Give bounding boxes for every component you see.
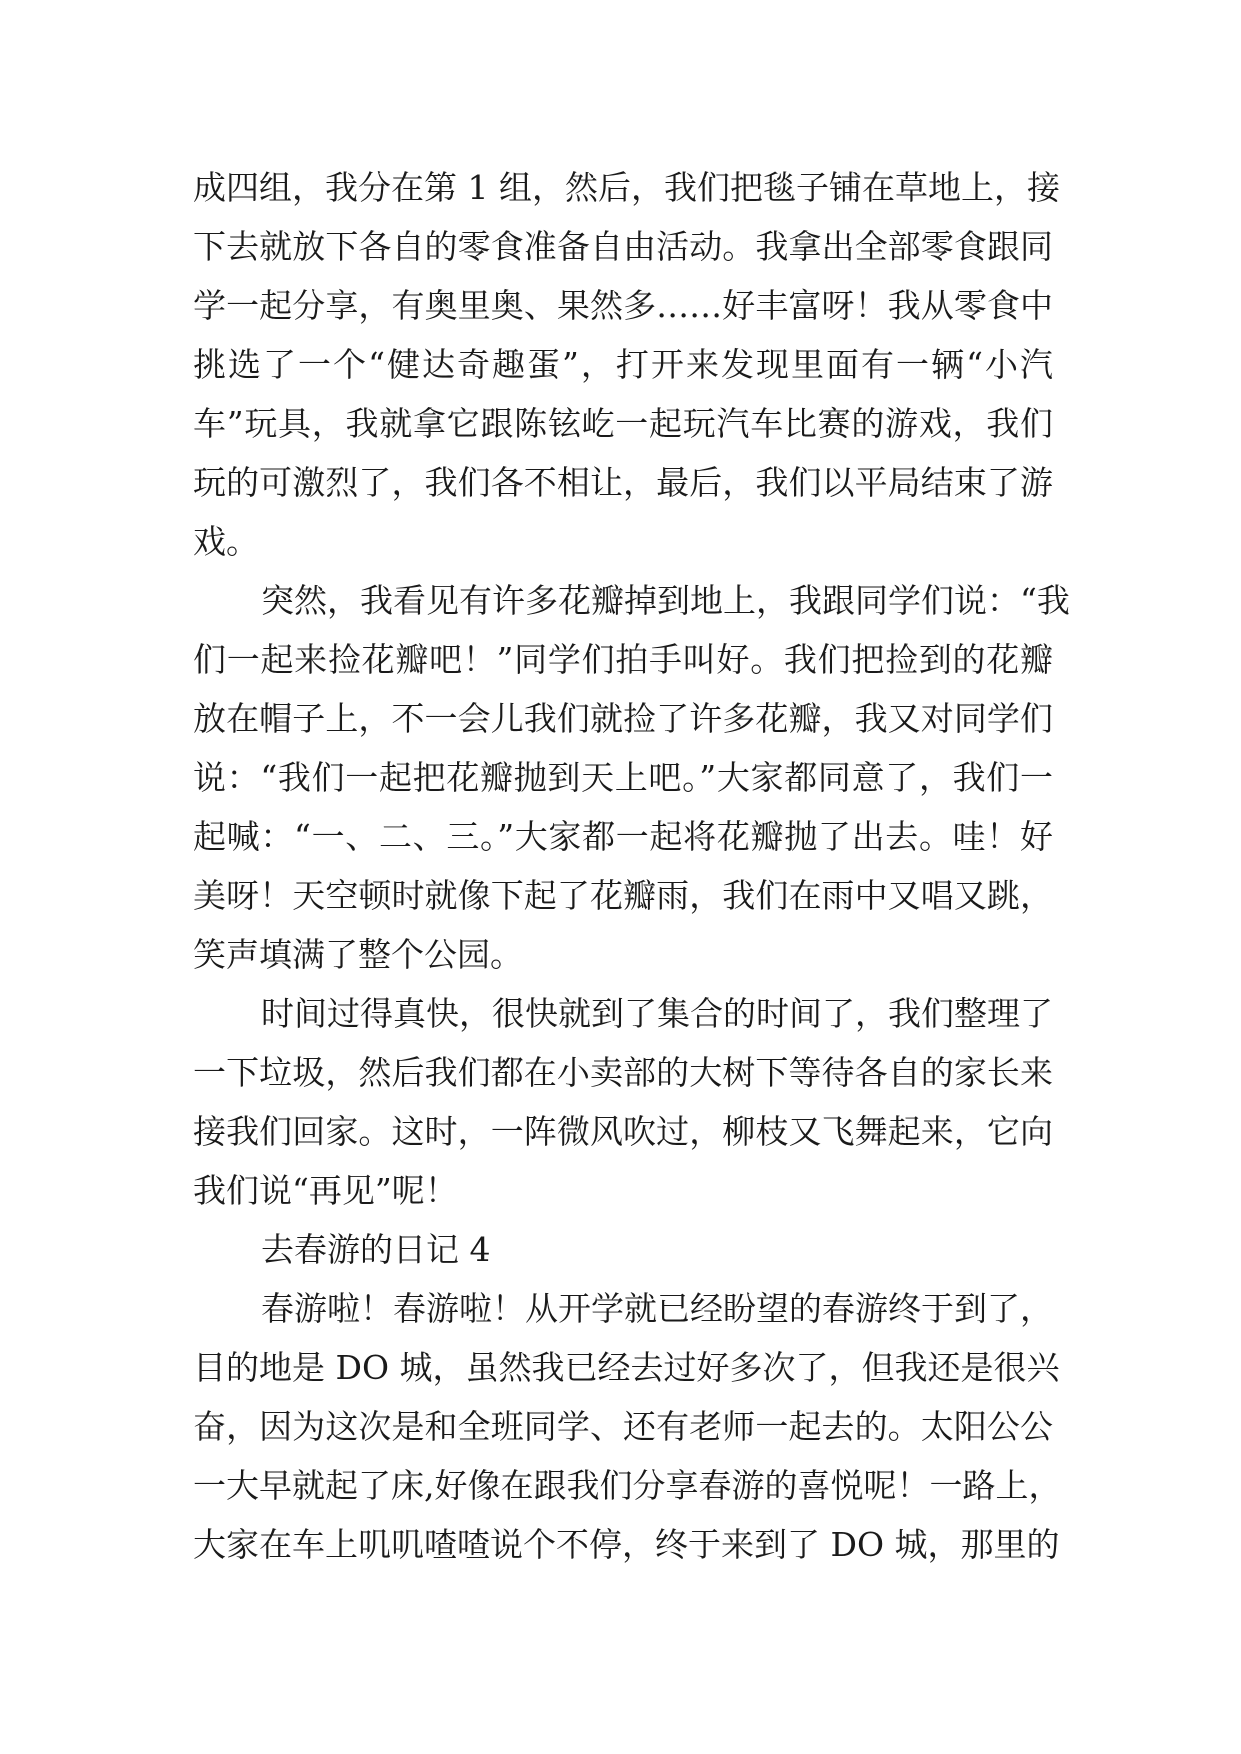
text-line: 大家在车上叽叽喳喳说个不停，终于来到了 DO 城，那里的 <box>193 1525 1060 1564</box>
text-line: 突然，我看见有许多花瓣掉到地上，我跟同学们说：“我 <box>261 581 1070 620</box>
text-line: 时间过得真快，很快就到了集合的时间了，我们整理了 <box>261 994 1053 1033</box>
text-line: 美呀！天空顿时就像下起了花瓣雨，我们在雨中又唱又跳， <box>193 876 1053 915</box>
text-line: 春游啦！春游啦！从开学就已经盼望的春游终于到了， <box>261 1289 1053 1328</box>
text-line: 一大早就起了床,好像在跟我们分享春游的喜悦呢！一路上， <box>193 1466 1062 1505</box>
text-line: 戏。 <box>193 522 259 561</box>
text-line: 们一起来捡花瓣吧！”同学们拍手叫好。我们把捡到的花瓣 <box>193 640 1053 679</box>
text-line: 我们说“再见”呢！ <box>193 1171 458 1210</box>
text-line: 起喊：“一、二、三。”大家都一起将花瓣抛了出去。哇！好 <box>193 817 1053 856</box>
text-line: 说：“我们一起把花瓣抛到天上吧。”大家都同意了，我们一 <box>193 758 1053 797</box>
paragraph-2 <box>193 571 1070 984</box>
paragraph-4 <box>193 1279 1062 1574</box>
section-heading: 去春游的日记 4 <box>261 1230 491 1269</box>
text-line: 目的地是 DO 城，虽然我已经去过好多次了，但我还是很兴 <box>193 1348 1060 1387</box>
text-line: 玩的可激烈了，我们各不相让，最后，我们以平局结束了游 <box>193 463 1053 502</box>
text-line: 一下垃圾，然后我们都在小卖部的大树下等待各自的家长来 <box>193 1053 1053 1092</box>
text-line: 下去就放下各自的零食准备自由活动。我拿出全部零食跟同 <box>193 227 1053 266</box>
paragraph-1 <box>193 158 1060 571</box>
document-body <box>193 158 1070 1574</box>
text-line: 车”玩具，我就拿它跟陈铉屹一起玩汽车比赛的游戏，我们 <box>193 404 1053 443</box>
text-line: 成四组，我分在第 1 组，然后，我们把毯子铺在草地上，接 <box>193 168 1060 207</box>
text-line: 学一起分享，有奥里奥、果然多……好丰富呀！我从零食中 <box>193 286 1053 325</box>
text-line: 挑选了一个“健达奇趣蛋”，打开来发现里面有一辆“小汽 <box>193 345 1053 384</box>
text-line: 笑声填满了整个公园。 <box>193 935 523 974</box>
text-line: 奋，因为这次是和全班同学、还有老师一起去的。太阳公公 <box>193 1407 1053 1446</box>
text-line: 接我们回家。这时，一阵微风吹过，柳枝又飞舞起来，它向 <box>193 1112 1053 1151</box>
paragraph-3 <box>193 984 1053 1220</box>
text-line: 放在帽子上，不一会儿我们就捡了许多花瓣，我又对同学们 <box>193 699 1053 738</box>
